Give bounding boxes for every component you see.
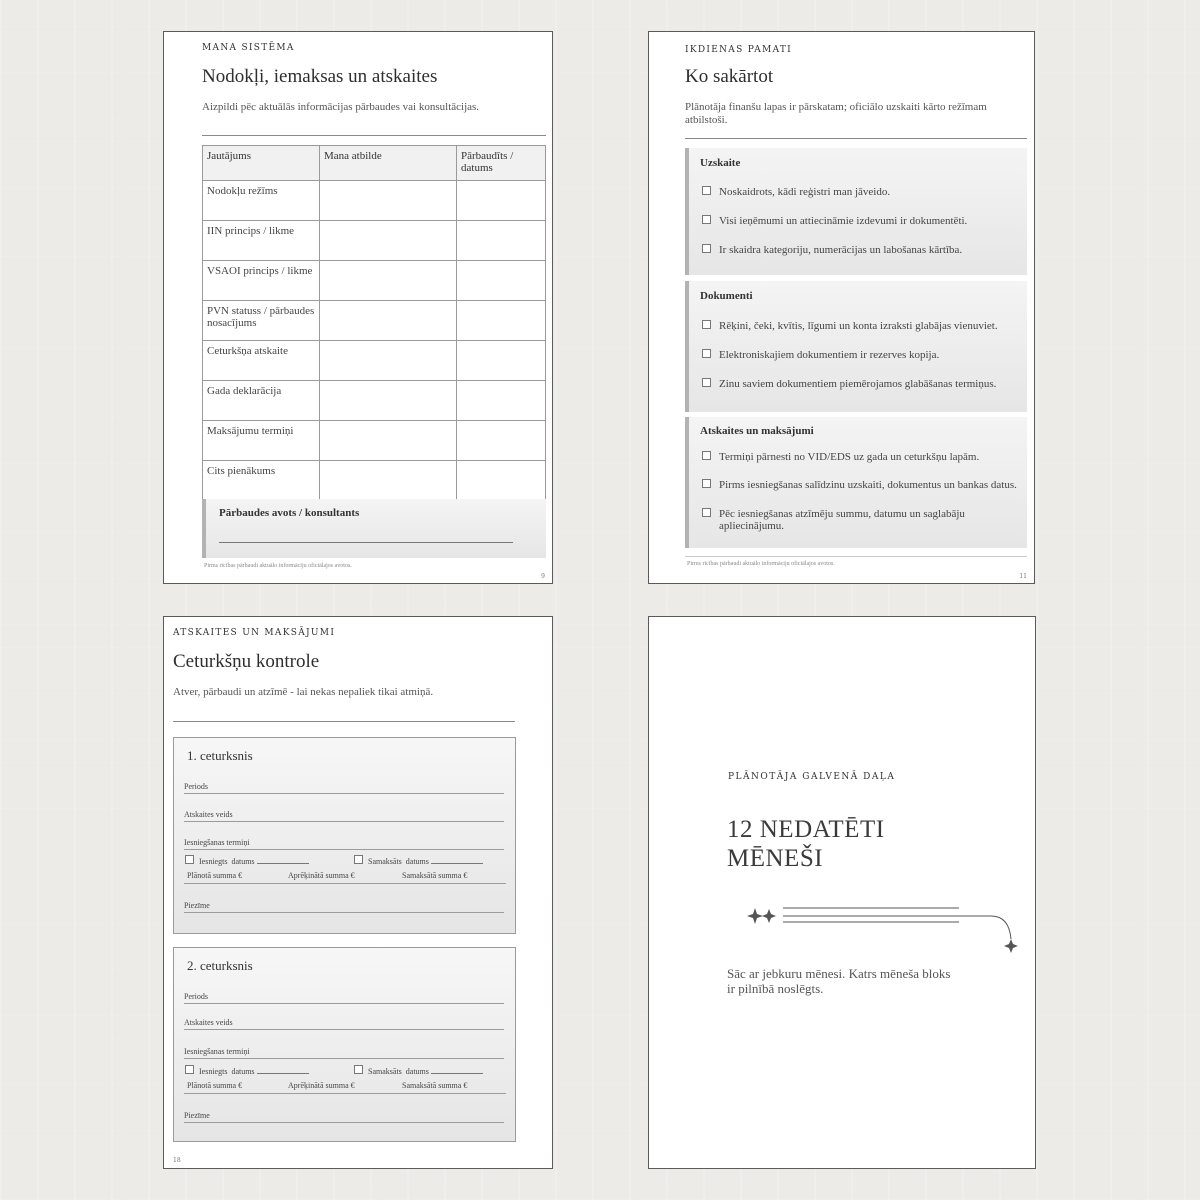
quarter-title: 2. ceturksnis <box>187 958 253 973</box>
source-label: Pārbaudes avots / konsultants <box>219 507 360 519</box>
checklist-item[interactable]: Termiņi pārnesti no VID/EDS uz gada un ceturkšņu lapām. <box>702 451 1012 463</box>
col-header-answer: Mana atbilde <box>320 146 457 181</box>
table-row <box>203 341 546 381</box>
checkbox-icon[interactable] <box>354 1065 363 1074</box>
checkbox-icon[interactable] <box>702 479 711 488</box>
question-cell: Maksājumu termiņi <box>203 421 320 461</box>
checkbox-icon[interactable] <box>354 855 363 864</box>
sum-line <box>184 1093 506 1094</box>
quarter-box-1 <box>173 737 516 934</box>
checked-date-cell[interactable] <box>457 341 546 381</box>
paid-check[interactable]: Samaksāts datums <box>354 1065 483 1076</box>
checked-date-cell[interactable] <box>457 301 546 341</box>
table-row <box>203 221 546 261</box>
checked-date-cell[interactable] <box>457 261 546 301</box>
checkbox-icon[interactable] <box>702 320 711 329</box>
table-row <box>203 381 546 421</box>
period-field[interactable]: Periods <box>184 782 504 794</box>
question-cell: PVN statuss / pārbaudes nosacījums <box>203 301 320 341</box>
source-box <box>202 499 546 558</box>
section-kicker: PLĀNOTĀJA GALVENĀ DAĻA <box>728 772 896 782</box>
report-type-field[interactable]: Atskaites veids <box>184 810 504 822</box>
page-footer: Pirms rīcības pārbaudi aktuālo informāciju oficiālajos avotos. <box>687 561 835 567</box>
quarter-title: 1. ceturksnis <box>187 748 253 763</box>
page-kicker: MANA SISTĒMA <box>202 43 295 53</box>
checklist-item[interactable]: Pirms iesniegšanas salīdzinu uzskaiti, dokumentus un bankas datus. <box>702 479 1019 491</box>
table-row <box>203 461 546 501</box>
page-title: Ko sakārtot <box>685 66 774 87</box>
submitted-check[interactable]: Iesniegts datums <box>185 1065 309 1076</box>
section-title-line-2: MĒNEŠI <box>727 845 824 872</box>
col-header-checked: Pārbaudīts / datums <box>457 146 546 181</box>
deadlines-field[interactable]: Iesniegšanas termiņi <box>184 838 504 850</box>
checkbox-icon[interactable] <box>185 855 194 864</box>
answer-cell[interactable] <box>320 341 457 381</box>
page-kicker: IKDIENAS PAMATI <box>685 45 793 55</box>
checklist-item[interactable]: Visi ieņēmumi un attiecināmie izdevumi ir dokumentēti. <box>702 215 967 227</box>
note-field[interactable]: Piezīme <box>184 1111 504 1123</box>
page-footer: Pirms rīcības pārbaudi aktuālo informāciju oficiālajos avotos. <box>204 563 352 569</box>
tax-table <box>202 145 546 501</box>
paid-sum[interactable]: Samaksātā summa € <box>402 871 468 880</box>
page-title: Nodokļi, iemaksas un atskaites <box>202 66 438 87</box>
planned-sum[interactable]: Plānotā summa € <box>187 871 243 880</box>
page-title: Ceturkšņu kontrole <box>173 651 320 672</box>
page-subtitle: Plānotāja finanšu lapas ir pārskatam; oficiālo uzskaiti kārto režīmam atbilstoši. <box>685 101 987 126</box>
section-uzskaite <box>685 148 1027 275</box>
section-title: Dokumenti <box>700 290 753 302</box>
page-tax-table <box>163 31 553 584</box>
divider <box>173 721 515 722</box>
checklist-item[interactable]: Elektroniskajiem dokumentiem ir rezerves kopija. <box>702 349 939 361</box>
period-field[interactable]: Periods <box>184 992 504 1004</box>
footer-divider <box>685 556 1027 557</box>
table-row <box>203 261 546 301</box>
checked-date-cell[interactable] <box>457 421 546 461</box>
answer-cell[interactable] <box>320 301 457 341</box>
question-cell: VSAOI princips / likme <box>203 261 320 301</box>
question-cell: Ceturkšņa atskaite <box>203 341 320 381</box>
deadlines-field[interactable]: Iesniegšanas termiņi <box>184 1047 504 1059</box>
divider <box>685 138 1027 139</box>
divider <box>202 135 546 136</box>
question-cell: Cits pienākums <box>203 461 320 501</box>
checkbox-icon[interactable] <box>702 349 711 358</box>
checkbox-icon[interactable] <box>702 378 711 387</box>
section-title-line-1: 12 NEDATĒTI <box>727 816 885 843</box>
checklist-item[interactable]: Ir skaidra kategoriju, numerācijas un labošanas kārtība. <box>702 244 962 256</box>
checklist-item[interactable]: Zinu saviem dokumentiem piemērojamos glabāšanas termiņus. <box>702 378 996 390</box>
table-row <box>203 421 546 461</box>
section-body: Sāc ar jebkuru mēnesi. Katrs mēneša bloks ir pilnībā noslēgts. <box>727 966 951 996</box>
col-header-question: Jautājums <box>203 146 320 181</box>
page-number: 9 <box>541 573 545 580</box>
planned-sum[interactable]: Plānotā summa € <box>187 1081 243 1090</box>
calculated-sum[interactable]: Aprēķinātā summa € <box>288 871 355 880</box>
answer-cell[interactable] <box>320 421 457 461</box>
checkbox-icon[interactable] <box>702 508 711 517</box>
paid-check[interactable]: Samaksāts datums <box>354 855 483 866</box>
table-header-row <box>203 146 546 181</box>
question-cell: IIN princips / likme <box>203 221 320 261</box>
page-kicker: ATSKAITES UN MAKSĀJUMI <box>173 628 336 638</box>
answer-cell[interactable] <box>320 461 457 501</box>
checkbox-icon[interactable] <box>702 451 711 460</box>
sum-line <box>184 883 506 884</box>
question-cell: Nodokļu režīms <box>203 181 320 221</box>
page-subtitle: Aizpildi pēc aktuālās informācijas pārbaudes vai konsultācijas. <box>202 101 480 113</box>
table-row <box>203 181 546 221</box>
checklist-item[interactable]: Pēc iesniegšanas atzīmēju summu, datumu un saglabāju apliecinājumu. <box>702 508 1019 532</box>
calculated-sum[interactable]: Aprēķinātā summa € <box>288 1081 355 1090</box>
checkbox-icon[interactable] <box>702 215 711 224</box>
checkbox-icon[interactable] <box>702 244 711 253</box>
note-field[interactable]: Piezīme <box>184 901 504 913</box>
page-quarter-control <box>163 616 553 1169</box>
section-dokumenti <box>685 281 1027 412</box>
answer-cell[interactable] <box>320 221 457 261</box>
page-number: 11 <box>1019 573 1027 580</box>
page-subtitle: Atver, pārbaudi un atzīmē - lai nekas nepaliek tikai atmiņā. <box>173 686 434 698</box>
checked-date-cell[interactable] <box>457 461 546 501</box>
answer-cell[interactable] <box>320 181 457 221</box>
answer-cell[interactable] <box>320 381 457 421</box>
checkbox-icon[interactable] <box>702 186 711 195</box>
checklist-item[interactable]: Rēķini, čeki, kvītis, līgumi un konta izraksti glabājas vienuviet. <box>702 320 998 332</box>
table-row <box>203 301 546 341</box>
sparkle-icon <box>741 897 1031 957</box>
section-atskaites <box>685 417 1027 548</box>
source-input-line[interactable] <box>219 542 513 543</box>
question-cell: Gada deklarācija <box>203 381 320 421</box>
submitted-check[interactable]: Iesniegts datums <box>185 855 309 866</box>
section-title: Atskaites un maksājumi <box>700 425 814 437</box>
checked-date-cell[interactable] <box>457 181 546 221</box>
report-type-field[interactable]: Atskaites veids <box>184 1018 504 1030</box>
page-number: 18 <box>173 1157 181 1164</box>
page-checklist <box>648 31 1035 584</box>
answer-cell[interactable] <box>320 261 457 301</box>
checked-date-cell[interactable] <box>457 221 546 261</box>
checklist-item[interactable]: Noskaidrots, kādi reģistri man jāveido. <box>702 186 890 198</box>
section-title <box>727 815 885 873</box>
section-title: Uzskaite <box>700 157 741 169</box>
quarter-box-2 <box>173 947 516 1142</box>
paid-sum[interactable]: Samaksātā summa € <box>402 1081 468 1090</box>
page-section-cover <box>648 616 1036 1169</box>
checkbox-icon[interactable] <box>185 1065 194 1074</box>
checked-date-cell[interactable] <box>457 381 546 421</box>
